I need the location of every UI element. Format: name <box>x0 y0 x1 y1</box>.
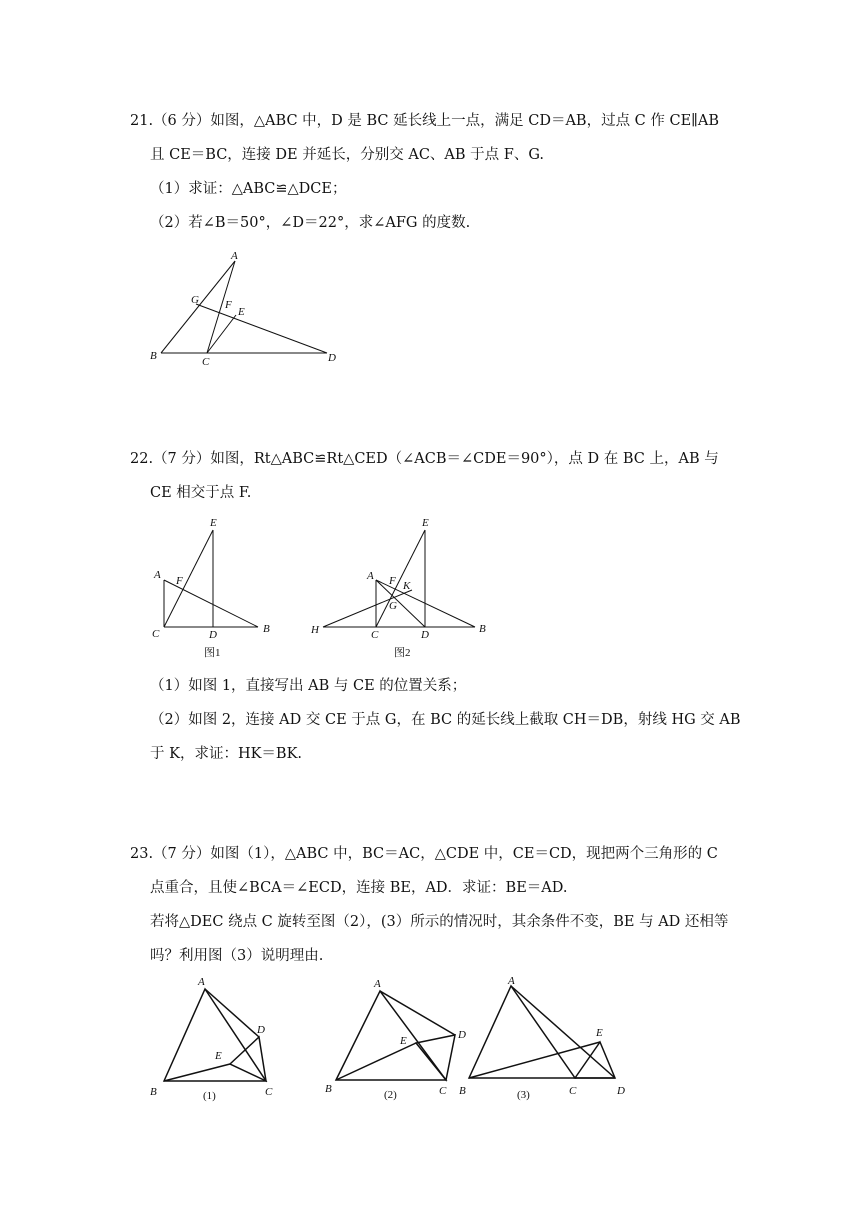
q22-part1: （1）如图 1，直接写出 AB 与 CE 的位置关系； <box>150 678 467 694</box>
q23f2-label-E: E <box>400 1035 407 1047</box>
q22f1-label-E: E <box>210 517 217 529</box>
q23f3-label-B: B <box>459 1085 466 1097</box>
q22f2-label-B: B <box>479 623 486 635</box>
q23-line2: 点重合，且使∠BCA＝∠ECD，连接 BE，AD．求证：BE＝AD. <box>150 880 568 896</box>
q22-part2: （2）如图 2，连接 AD 交 CE 于点 G，在 BC 的延长线上截取 CH＝DB，射线 HG 交 AB <box>150 712 741 728</box>
q22f2-label-C: C <box>371 629 379 641</box>
q21-part2: （2）若∠B＝50°，∠D＝22°，求∠AFG 的度数. <box>150 215 471 231</box>
q22f2-label-H: H <box>311 624 319 636</box>
q22f1-label-D: D <box>209 629 217 641</box>
q23f3-caption: (3) <box>517 1089 530 1101</box>
q21-label-F: F <box>225 299 232 311</box>
q23f1-label-E: E <box>215 1050 222 1062</box>
q23f3-label-E: E <box>596 1027 603 1039</box>
q23f2-label-A: A <box>374 978 381 990</box>
q22f1-label-B: B <box>263 623 270 635</box>
q22f1-caption: 图1 <box>204 647 221 659</box>
q23f3-label-D: D <box>617 1085 625 1097</box>
q22f2-label-G: G <box>389 600 397 612</box>
q23f3-label-C: C <box>569 1085 577 1097</box>
q22f2-label-F: F <box>389 575 396 587</box>
q22-figure-2 <box>305 512 495 662</box>
q22f1-label-C: C <box>152 628 160 640</box>
q21-label-C: C <box>202 356 210 368</box>
q21-label-B: B <box>150 350 157 362</box>
q23-line1: 23.（7 分）如图（1），△ABC 中，BC＝AC，△CDE 中，CE＝CD，现把两个三角形的 C <box>130 846 718 862</box>
q23f1-label-C: C <box>265 1086 273 1098</box>
q21-label-E: E <box>238 306 245 318</box>
q21-part1: （1）求证：△ABC≌△DCE； <box>150 181 347 197</box>
q21-line1: 21.（6 分）如图，△ABC 中，D 是 BC 延长线上一点，满足 CD＝AB，过点 C 作 CE∥AB <box>130 113 719 129</box>
q22f2-label-A: A <box>367 570 374 582</box>
q23f1-label-D: D <box>257 1024 265 1036</box>
q21-label-D: D <box>328 352 336 364</box>
q23f1-label-A: A <box>198 976 205 988</box>
q22f2-label-D: D <box>421 629 429 641</box>
q21-line2: 且 CE＝BC，连接 DE 并延长，分别交 AC、AB 于点 F、G. <box>150 147 544 163</box>
q21-label-G: G <box>191 294 199 306</box>
q22f1-label-F: F <box>176 575 183 587</box>
q22-part2-cont: 于 K，求证：HK＝BK. <box>150 746 303 762</box>
q23-line4: 吗？利用图（3）说明理由. <box>150 948 324 964</box>
q22f2-label-K: K <box>403 580 411 592</box>
q23f1-label-B: B <box>150 1086 157 1098</box>
q23f2-label-C: C <box>439 1085 447 1097</box>
q23-line3: 若将△DEC 绕点 C 旋转至图（2），(3）所示的情况时，其余条件不变，BE 与 AD 还相等 <box>150 914 729 930</box>
q22-line2: CE 相交于点 F. <box>150 485 252 501</box>
q21-label-A: A <box>231 250 238 262</box>
q23f2-label-D: D <box>458 1029 466 1041</box>
q23-figure-1 <box>140 972 290 1107</box>
q23f3-label-A: A <box>508 975 515 987</box>
q23-figure-3 <box>455 972 635 1107</box>
q22-line1: 22.（7 分）如图，Rt△ABC≌Rt△CED（∠ACB＝∠CDE＝90°），点 D 在 BC 上，AB 与 <box>130 451 719 467</box>
q22-figure-1 <box>140 512 290 662</box>
q22f2-label-E: E <box>422 517 429 529</box>
q22f1-label-A: A <box>154 569 161 581</box>
q23f2-label-B: B <box>325 1083 332 1095</box>
q23-figure-2 <box>315 972 475 1107</box>
q21-figure <box>140 245 360 370</box>
q23f1-caption: (1) <box>203 1090 216 1102</box>
q22f2-caption: 图2 <box>394 647 411 659</box>
q23f2-caption: (2) <box>384 1089 397 1101</box>
